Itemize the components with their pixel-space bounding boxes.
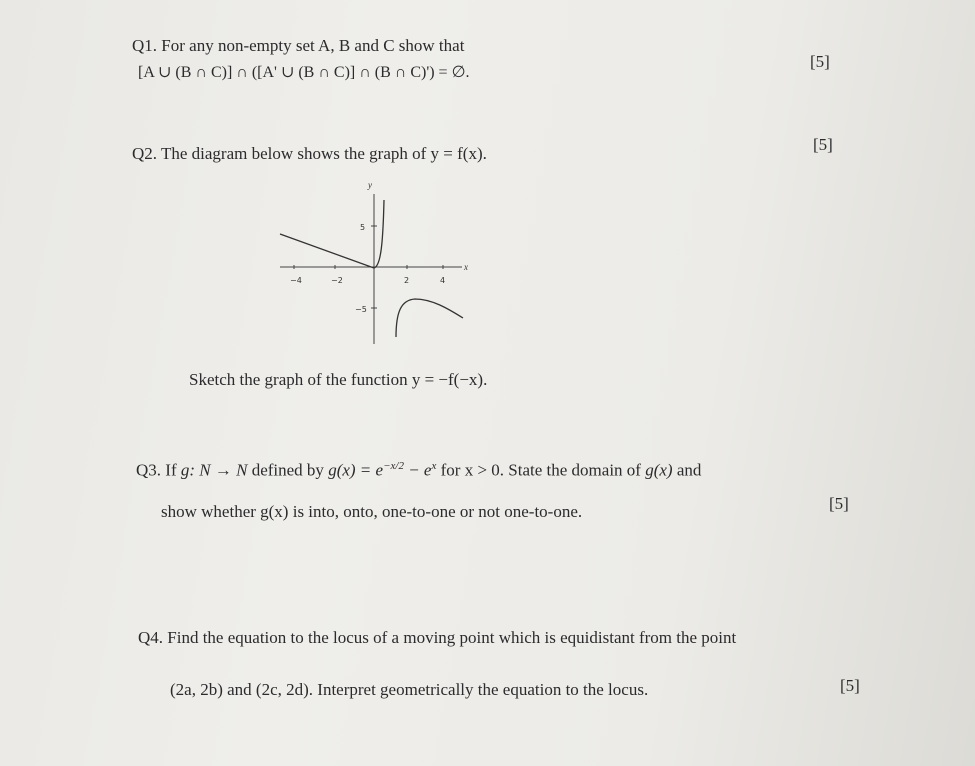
q3-gx-eq: g(x) = e bbox=[328, 460, 384, 480]
q3-for-text: for x > 0. State the domain of bbox=[436, 460, 646, 480]
graph-of-f bbox=[275, 172, 475, 347]
q3-line2: show whether g(x) is into, onto, one-to-one or not one-to-one. bbox=[161, 502, 583, 521]
y-axis-label: y bbox=[368, 180, 372, 190]
q3-line1 bbox=[136, 460, 701, 481]
x-tick-neg2: −2 bbox=[331, 276, 343, 285]
graph-svg bbox=[275, 172, 475, 347]
q3-minus-ex: − e bbox=[403, 460, 432, 480]
q2-text: Q2. The diagram below shows the graph of y = f(x). bbox=[132, 144, 487, 163]
q4-line2: (2a, 2b) and (2c, 2d). Interpret geometrically the equation to the locus. bbox=[170, 680, 649, 699]
q2-marks: [5] bbox=[813, 135, 833, 154]
q3-prefix: Q3. If bbox=[136, 460, 181, 480]
curve-left-line bbox=[280, 234, 374, 268]
q1-line1: Q1. For any non-empty set A, B and C show that bbox=[132, 36, 465, 55]
q3-marks: [5] bbox=[829, 494, 849, 513]
x-tick-4: 4 bbox=[440, 276, 446, 285]
q1-expression: [A ∪ (B ∩ C)] ∩ ([A' ∪ (B ∩ C)] ∩ (B ∩ C)') = ∅. bbox=[138, 64, 470, 81]
curve-middle-branch bbox=[374, 200, 384, 268]
x-axis-label: x bbox=[464, 262, 468, 272]
q3-and: and bbox=[672, 460, 702, 480]
q3-function-notation: g: N → N bbox=[180, 460, 248, 480]
y-tick-5: 5 bbox=[360, 223, 366, 232]
q1-marks: [5] bbox=[810, 52, 830, 71]
q3-gx2: g(x) bbox=[645, 460, 673, 480]
y-tick-neg5: −5 bbox=[355, 305, 367, 314]
q4-marks: [5] bbox=[840, 676, 860, 695]
q2-sketch-instruction: Sketch the graph of the function y = −f(−x). bbox=[189, 370, 488, 389]
x-tick-2: 2 bbox=[404, 276, 410, 285]
q3-exponent2: x bbox=[431, 460, 437, 472]
q4-line1: Q4. Find the equation to the locus of a moving point which is equidistant from the point bbox=[138, 628, 737, 647]
q3-exponent1: −x/2 bbox=[383, 460, 404, 472]
x-tick-neg4: −4 bbox=[290, 276, 302, 285]
q3-defined-by: defined by bbox=[247, 460, 329, 480]
curve-right-branch bbox=[396, 299, 463, 337]
